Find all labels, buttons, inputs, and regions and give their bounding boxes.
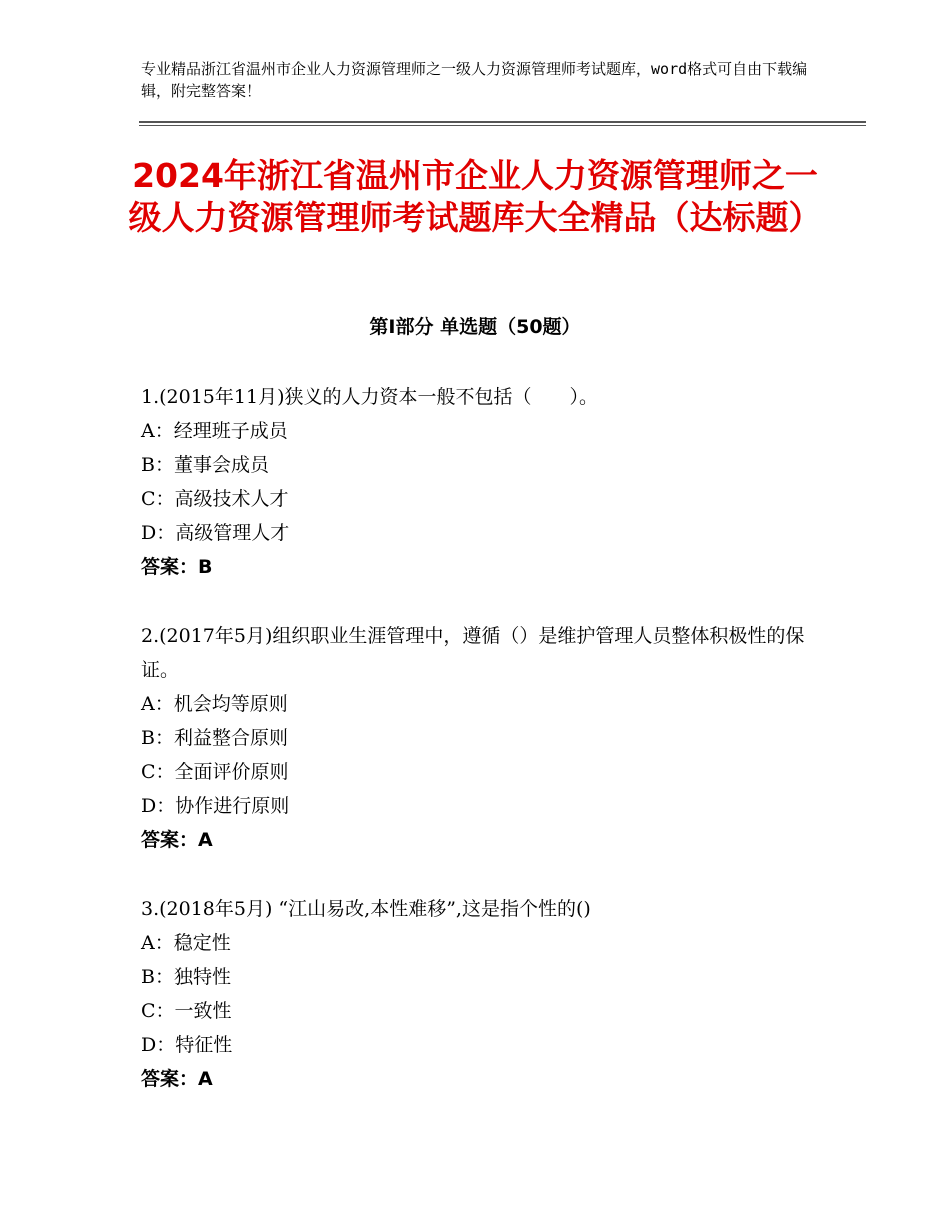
question-stem: 2.(2017年5月)组织职业生涯管理中，遵循（）是维护管理人员整体积极性的保证。 [141,625,805,681]
answer: 答案：A [141,1068,213,1090]
question-stem: 1.(2015年11月)狭义的人力资本一般不包括（ ）。 [141,386,598,408]
option-c: C：一致性 [141,1000,232,1022]
option-d: D：特征性 [141,1034,233,1056]
answer: 答案：A [141,829,213,851]
option-c: C：高级技术人才 [141,488,289,510]
option-d: D：协作进行原则 [141,795,290,817]
option-d: D：高级管理人才 [141,522,290,544]
option-b: B：利益整合原则 [141,727,288,749]
header-divider-thick [139,121,866,123]
question-3 [141,892,821,1096]
answer: 答案：B [141,556,213,578]
question-2 [141,619,821,857]
option-b: B：独特性 [141,966,231,988]
question-1 [141,380,821,584]
header-note: 专业精品浙江省温州市企业人力资源管理师之一级人力资源管理师考试题库，word格式可自由下载编辑，附完整答案！ [141,60,808,100]
header-divider-thin [139,125,866,126]
section-title: 第Ⅰ部分 单选题（50题） [369,316,581,338]
option-a: A：机会均等原则 [141,693,288,715]
option-a: A：稳定性 [141,932,231,954]
option-b: B：董事会成员 [141,454,269,476]
option-c: C：全面评价原则 [141,761,289,783]
option-a: A：经理班子成员 [141,420,288,442]
document-title: 2024年浙江省温州市企业人力资源管理师之一级人力资源管理师考试题库大全精品（达标题） [128,156,822,237]
question-stem: 3.(2018年5月) “江山易改,本性难移”,这是指个性的() [141,898,591,920]
